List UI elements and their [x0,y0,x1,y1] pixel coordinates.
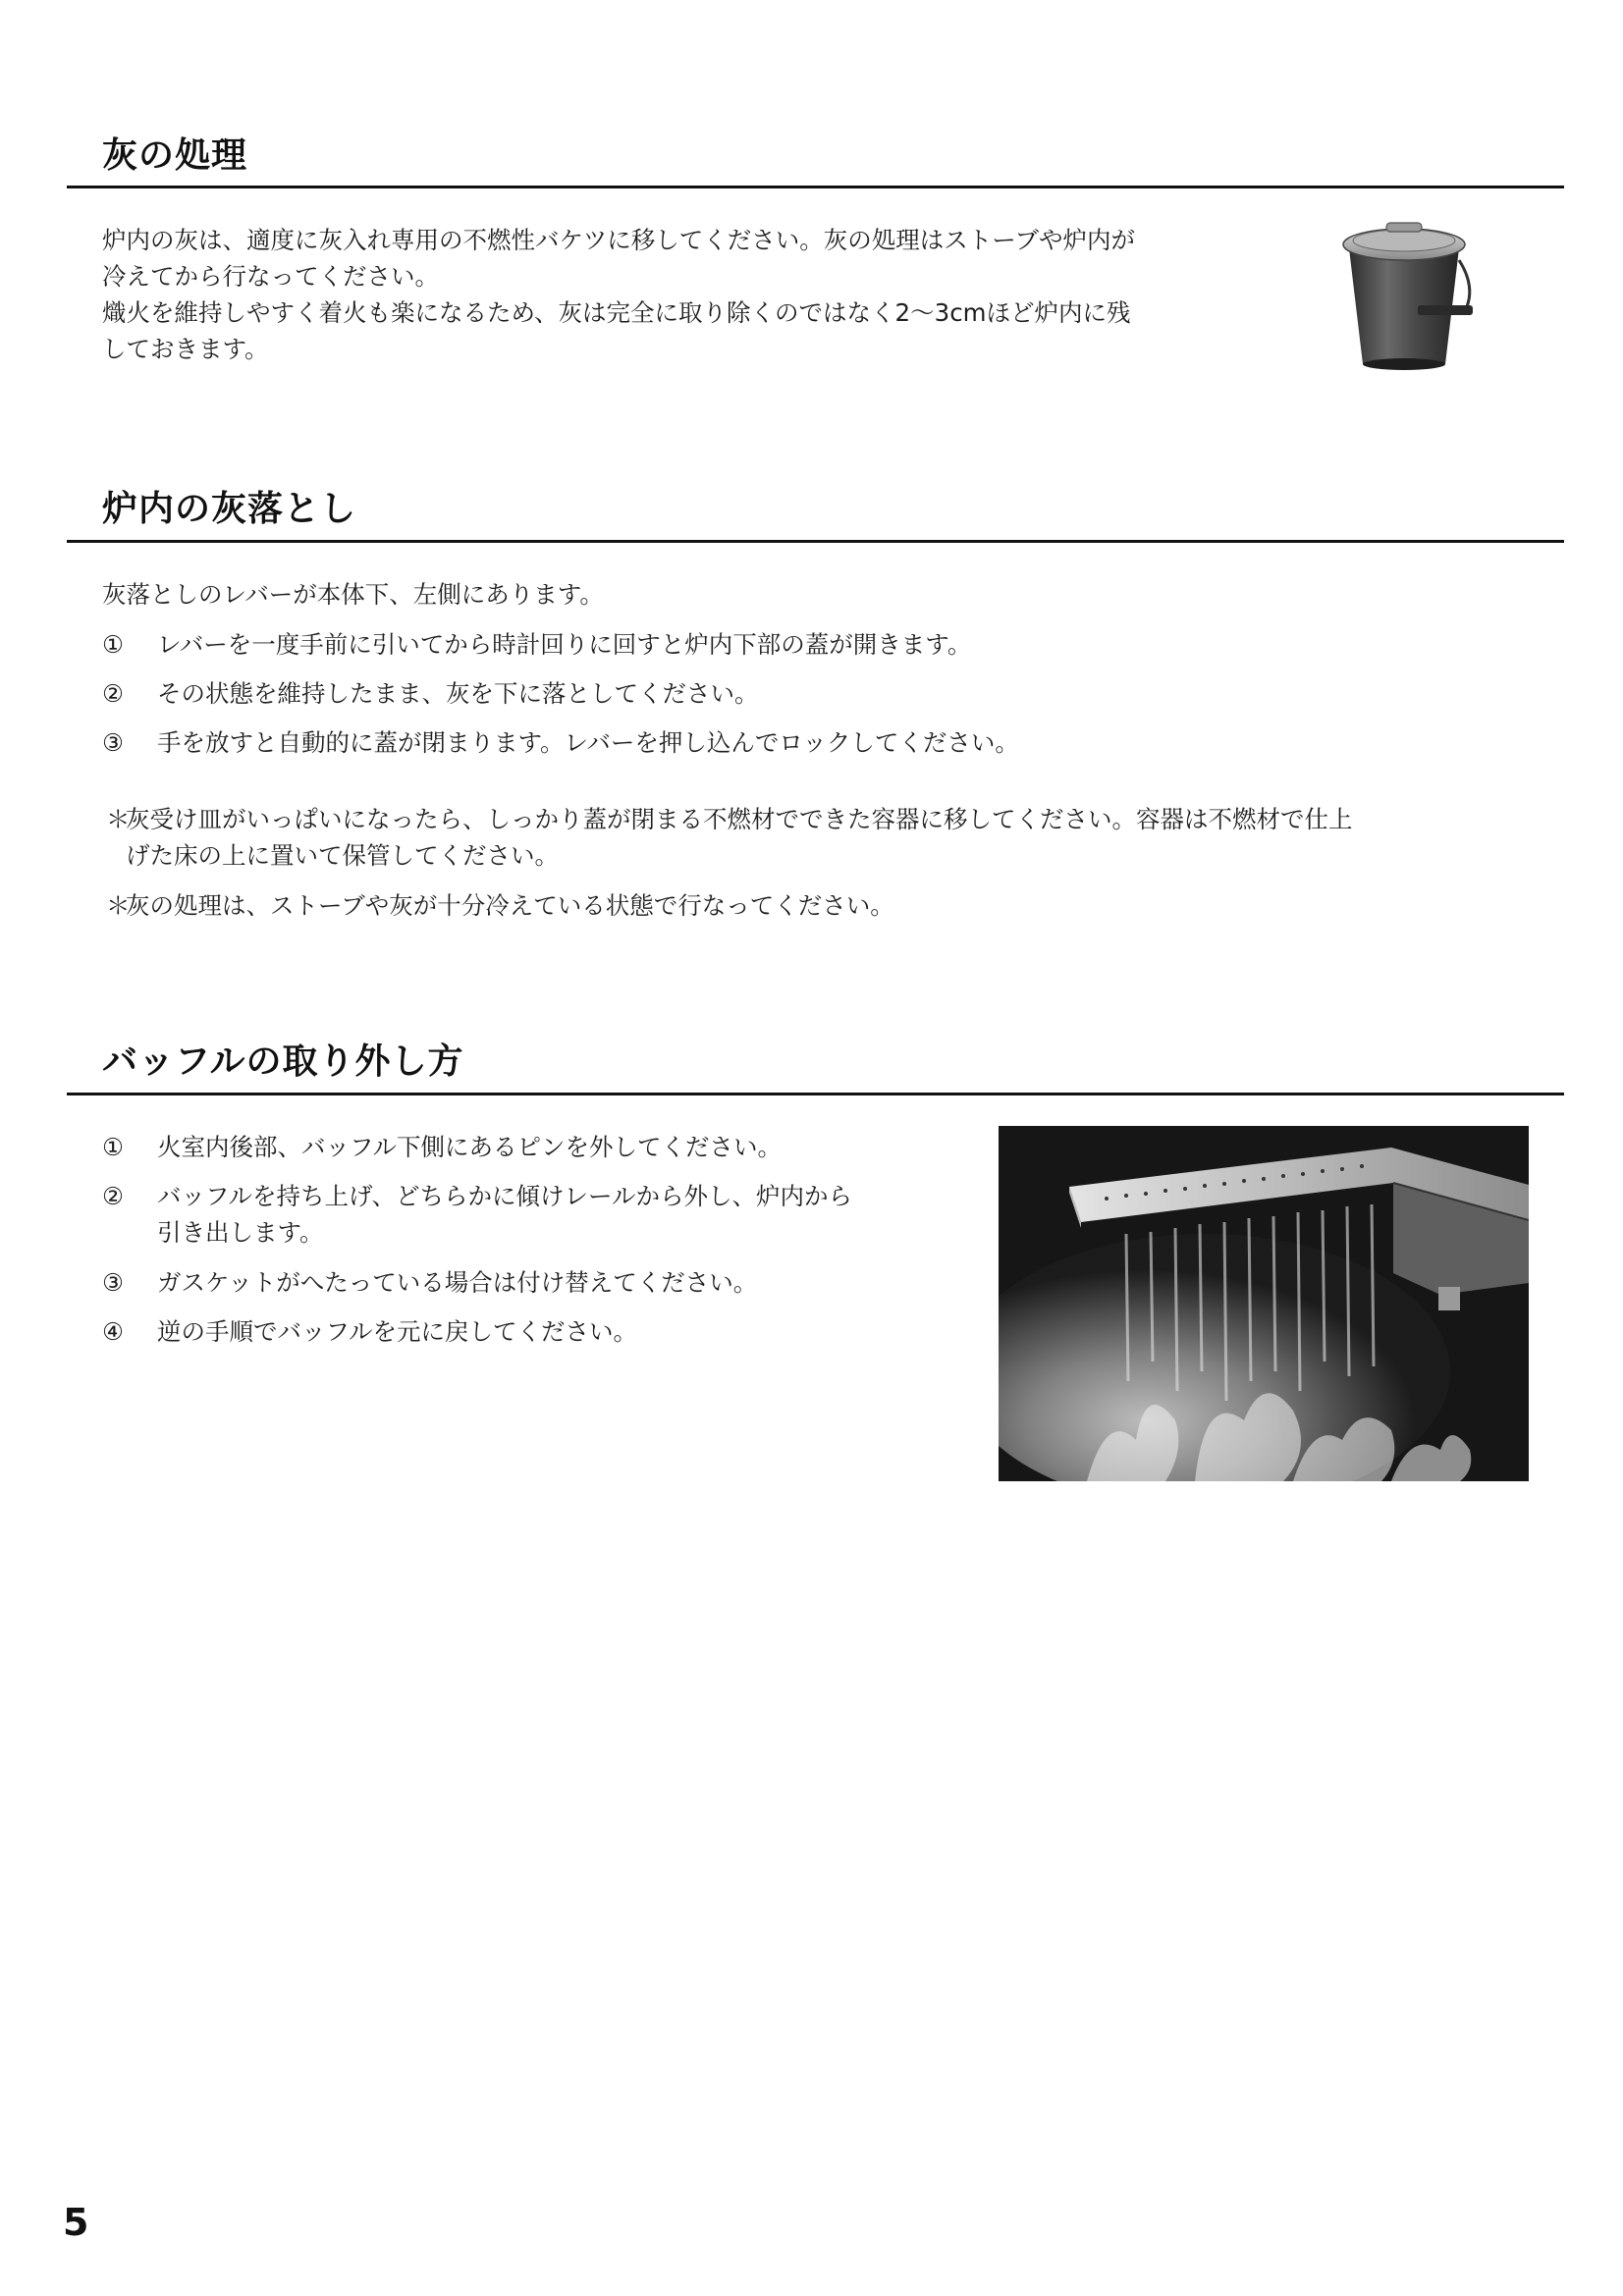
baffle-photo [999,1126,1529,1481]
baffle-step-3 [102,1264,757,1301]
paragraph-line: しておきます。 [102,335,269,363]
section-divider [67,186,1564,188]
note-line: 灰の処理は、ストーブや灰が十分冷えている状態で行なってください。 [126,891,894,920]
step-number: ③ [102,728,124,757]
step-1 [102,626,971,663]
step-text: 火室内後部、バッフル下側にあるピンを外してください。 [157,1133,783,1161]
note-line: 灰受け皿がいっぱいになったら、しっかり蓋が閉まる不燃材でできた容器に移してください。容器は不燃材で仕上 [126,805,1353,833]
baffle-step-2 [102,1178,852,1251]
step-text: 逆の手順でバッフルを元に戻してください。 [157,1317,638,1346]
note-line: げた床の上に置いて保管してください。 [126,841,559,870]
step-text: その状態を維持したまま、灰を下に落としてください。 [157,679,759,708]
step-number: ① [102,630,124,659]
ash-drop-intro: 灰落としのレバーが本体下、左側にあります。 [102,580,604,609]
step-3 [102,724,1019,761]
step-number: ③ [102,1268,124,1297]
step-number: ② [102,679,124,708]
section-title-ash-disposal: 灰の処理 [102,135,248,176]
ash-disposal-paragraph [102,222,1135,367]
baffle-step-1 [102,1129,782,1165]
page-number: 5 [63,2201,89,2244]
section-title-ash-drop: 炉内の灰落とし [102,489,357,529]
step-text: 手を放すと自動的に蓋が閉まります。レバーを押し込んでロックしてください。 [157,728,1019,757]
step-text: レバーを一度手前に引いてから時計回りに回すと炉内下部の蓋が開きます。 [157,630,972,659]
note-asterisk: ＊ [106,805,131,833]
step-number: ① [102,1133,124,1161]
paragraph-line: 炉内の灰は、適度に灰入れ専用の不燃性バケツに移してください。灰の処理はストーブや炉内が [102,226,1136,254]
note-ash-cool [106,887,894,924]
ash-bucket-illustration [1329,209,1479,376]
step-number: ② [102,1182,124,1210]
baffle-step-4 [102,1313,637,1350]
paragraph-line: 冷えてから行なってください。 [102,262,439,291]
step-text: ガスケットがへたっている場合は付け替えてください。 [157,1268,758,1297]
step-text: バッフルを持ち上げ、どちらかに傾けレールから外し、炉内から [157,1182,853,1210]
step-2 [102,675,759,712]
paragraph-line: 熾火を維持しやすく着火も楽になるため、灰は完全に取り除くのではなく2〜3cmほど炉内に残 [102,298,1131,327]
section-title-baffle-removal: バッフルの取り外し方 [102,1041,464,1082]
note-asterisk: ＊ [106,891,131,920]
step-number: ④ [102,1317,124,1346]
section-divider [67,540,1564,543]
note-ash-tray [106,801,1353,874]
step-text: 引き出します。 [157,1218,324,1247]
section-divider [67,1093,1564,1095]
